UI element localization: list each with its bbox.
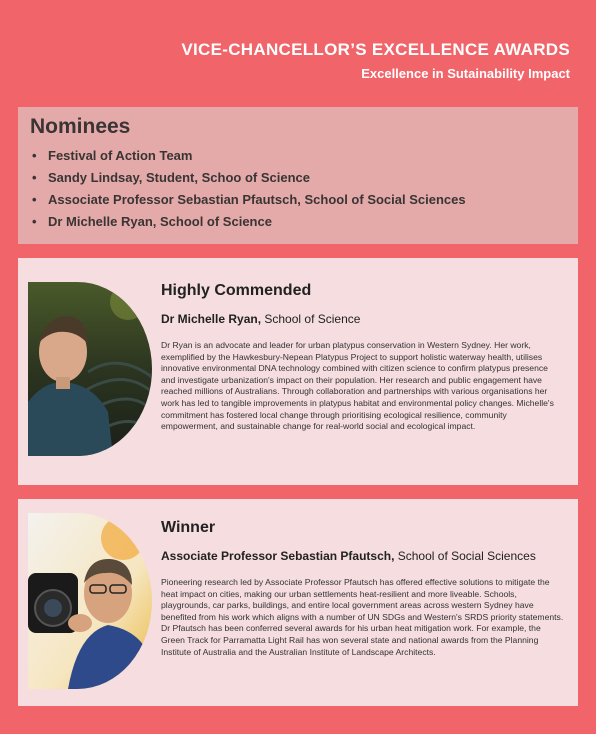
page-header <box>181 40 570 81</box>
list-item <box>32 167 566 189</box>
winner-card <box>18 499 578 706</box>
page-subtitle: Excellence in Sutainability Impact <box>361 66 570 81</box>
nominee-label: Associate Professor Sebastian Pfautsch, School of Social Sciences <box>48 192 466 207</box>
highly-commended-card <box>18 258 578 485</box>
nominees-heading: Nominees <box>30 115 131 138</box>
bullet-icon: • <box>32 214 37 229</box>
recipient-line <box>161 549 564 563</box>
recipient-line <box>161 312 564 326</box>
winner-content <box>161 519 564 658</box>
award-description: Pioneering research led by Associate Professor Pfautsch has offered effective solutions to mitigate the heat impact on cities, making our urban settlements heat-resilient and more liveable. Schools, playgrounds, car parks, buildings, and entire local government areas across western Sydney have benefited from his work which aligns with a number of UN SDGs and Western's SRDS priority statements. Dr Pfautsch has been conferred several awards for his urban heat mitigation work. For example, the Green Track for Parramatta Light Rail has won several state and national awards from the Planning Institute of Australia and the Australian Institute of Landscape Architects. <box>161 577 564 657</box>
bullet-icon: • <box>32 192 37 207</box>
list-item <box>32 211 566 233</box>
award-heading: Highly Commended <box>161 282 312 299</box>
recipient-name: Dr Michelle Ryan, <box>161 312 262 326</box>
bullet-icon: • <box>32 148 37 163</box>
award-description: Dr Ryan is an advocate and leader for urban platypus conservation in Western Sydney. Her work, exemplified by the Hawkesbury-Nepean Platypus Project to support holistic waterway health, utilises innovative environmental DNA technology combined with citizen science to confirm platypus presence and investigate urbanization's impact on their population. Her research and public engagement have reached millions of Australians. Through collaboration and partnerships with various organisations her work has led to tangible improvements in platypus habitat and environmental policy changes. Michelle's commitment has fostered local change through prioritising ecological resilience, community empowerment, and sustainable change for real-world social and ecological impact. <box>161 340 554 432</box>
nominee-label: Festival of Action Team <box>48 148 193 163</box>
nominees-list <box>30 145 566 233</box>
michelle-ryan-photo <box>28 282 152 456</box>
portrait-image <box>28 513 152 689</box>
page-title: VICE-CHANCELLOR’S EXCELLENCE AWARDS <box>181 40 570 59</box>
award-heading: Winner <box>161 519 216 536</box>
nominee-label: Sandy Lindsay, Student, Schoo of Science <box>48 170 310 185</box>
nominees-panel <box>18 107 578 244</box>
portrait-image <box>28 282 152 456</box>
nominee-label: Dr Michelle Ryan, School of Science <box>48 214 272 229</box>
recipient-affiliation: School of Social Sciences <box>394 549 536 563</box>
bullet-icon: • <box>32 170 37 185</box>
highly-commended-content <box>161 282 564 433</box>
list-item <box>32 189 566 211</box>
sebastian-pfautsch-photo <box>28 513 152 689</box>
recipient-affiliation: School of Science <box>261 312 361 326</box>
list-item <box>32 145 566 167</box>
recipient-name: Associate Professor Sebastian Pfautsch, <box>161 549 395 563</box>
